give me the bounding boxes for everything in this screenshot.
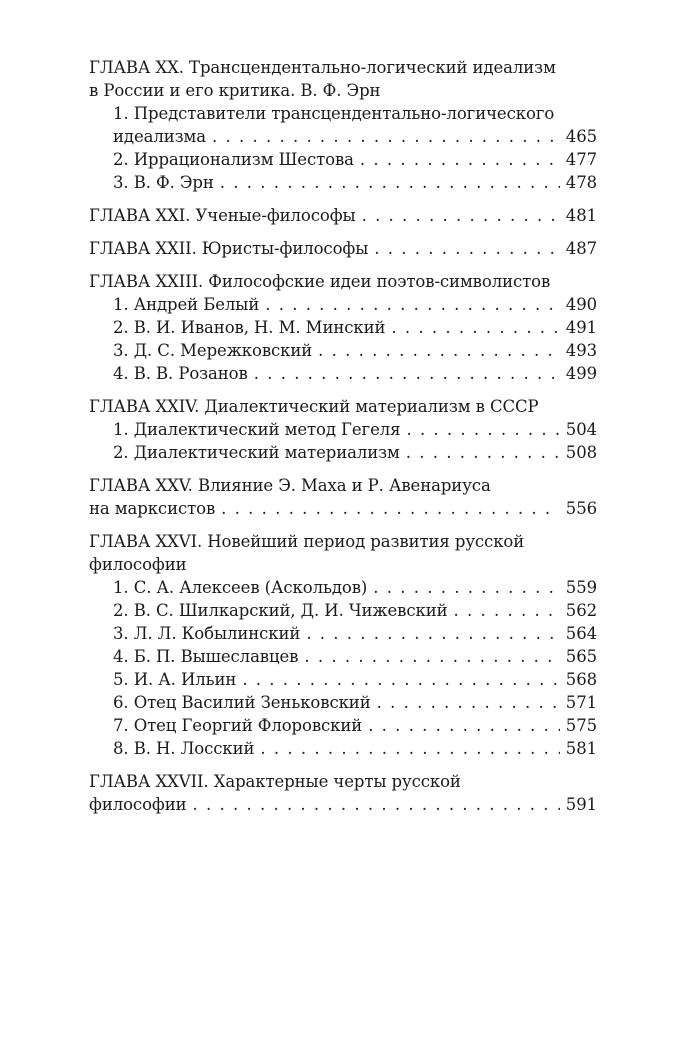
toc-chapter	[89, 237, 597, 260]
dot-leader	[242, 668, 559, 691]
chapter-title: философии	[89, 795, 187, 814]
section-title: 4. Б. П. Вышеславцев	[113, 647, 299, 666]
toc-chapter	[89, 204, 597, 227]
chapter-title-line	[89, 793, 597, 816]
dot-leader	[377, 691, 560, 714]
toc-chapter	[89, 270, 597, 385]
chapter-title: ГЛАВА XXV. Влияние Э. Маха и Р. Авенариуса	[89, 476, 491, 495]
page-number: 571	[565, 693, 597, 712]
toc-section	[89, 171, 597, 194]
chapter-title: философии	[89, 555, 187, 574]
toc-section	[89, 645, 597, 668]
section-title: идеализма	[113, 127, 207, 146]
toc-entry-line	[89, 599, 597, 622]
toc-entry-line	[89, 339, 597, 362]
toc-entry-line	[89, 645, 597, 668]
section-title: 1. С. А. Алексеев (Аскольдов)	[113, 578, 368, 597]
chapter-title-line	[89, 497, 597, 520]
dot-leader	[220, 171, 560, 194]
dot-leader	[368, 714, 560, 737]
chapter-title-line	[89, 79, 597, 102]
section-title: 3. В. Ф. Эрн	[113, 173, 214, 192]
toc-entry-line	[89, 102, 597, 125]
toc-entry-line	[89, 441, 597, 464]
page-number: 493	[565, 341, 597, 360]
toc-entry-line	[89, 668, 597, 691]
toc-entry-line	[89, 737, 597, 760]
page-number: 477	[565, 150, 597, 169]
table-of-contents	[89, 56, 597, 826]
toc-entry-line	[89, 125, 597, 148]
toc-entry-line	[89, 316, 597, 339]
toc-entry-line	[89, 691, 597, 714]
toc-section	[89, 418, 597, 441]
chapter-title: в России и его критика. В. Ф. Эрн	[89, 81, 381, 100]
toc-section	[89, 441, 597, 464]
section-title: 2. Иррационализм Шестова	[113, 150, 354, 169]
section-title: 2. В. С. Шилкарский, Д. И. Чижевский	[113, 601, 448, 620]
toc-section	[89, 293, 597, 316]
page-number: 565	[565, 647, 597, 666]
chapter-title-line	[89, 270, 597, 293]
toc-entry-line	[89, 418, 597, 441]
chapter-title: ГЛАВА XXII. Юристы-философы	[89, 239, 369, 258]
page-number: 559	[565, 578, 597, 597]
toc-entry-line	[89, 171, 597, 194]
toc-entry-line	[89, 362, 597, 385]
toc-section	[89, 362, 597, 385]
page-number: 481	[565, 206, 597, 225]
toc-section	[89, 339, 597, 362]
chapter-title-line	[89, 770, 597, 793]
chapter-title: ГЛАВА XX. Трансцендентально-логический идеализм	[89, 58, 556, 77]
dot-leader	[193, 793, 560, 816]
chapter-title-line	[89, 395, 597, 418]
section-title: 1. Диалектический метод Гегеля	[113, 420, 401, 439]
toc-chapter	[89, 530, 597, 760]
toc-section	[89, 668, 597, 691]
chapter-title: ГЛАВА XXIV. Диалектический материализм в СССР	[89, 397, 539, 416]
dot-leader	[306, 622, 559, 645]
page-number: 491	[565, 318, 597, 337]
dot-leader	[454, 599, 560, 622]
section-title: 3. Д. С. Мережковский	[113, 341, 313, 360]
toc-entry-line	[89, 148, 597, 171]
dot-leader	[260, 737, 559, 760]
page-number: 556	[565, 499, 597, 518]
toc-section	[89, 316, 597, 339]
section-title: 6. Отец Василий Зеньковский	[113, 693, 371, 712]
chapter-title: на марксистов	[89, 499, 216, 518]
page-number: 504	[565, 420, 597, 439]
chapter-title-line	[89, 474, 597, 497]
chapter-title-line	[89, 553, 597, 576]
dot-leader	[362, 204, 560, 227]
section-title: 2. В. И. Иванов, Н. М. Минский	[113, 318, 386, 337]
chapter-title-line	[89, 204, 597, 227]
toc-entry-line	[89, 293, 597, 316]
page-number: 499	[565, 364, 597, 383]
dot-leader	[391, 316, 559, 339]
section-title: 2. Диалектический материализм	[113, 443, 400, 462]
section-title: 1. Представители трансцендентально-логического	[113, 104, 555, 123]
toc-section	[89, 576, 597, 599]
page-number: 581	[565, 739, 597, 758]
dot-leader	[374, 237, 560, 260]
dot-leader	[304, 645, 559, 668]
section-title: 3. Л. Л. Кобылинский	[113, 624, 301, 643]
chapter-title-line	[89, 530, 597, 553]
dot-leader	[406, 441, 560, 464]
toc-chapter	[89, 770, 597, 816]
section-title: 5. И. А. Ильин	[113, 670, 237, 689]
section-title: 1. Андрей Белый	[113, 295, 260, 314]
chapter-title-line	[89, 237, 597, 260]
toc-entry-line	[89, 576, 597, 599]
section-title: 7. Отец Георгий Флоровский	[113, 716, 363, 735]
page-number: 575	[565, 716, 597, 735]
toc-section	[89, 102, 597, 148]
page-number: 591	[565, 795, 597, 814]
page-number: 562	[565, 601, 597, 620]
page-number: 487	[565, 239, 597, 258]
chapter-title: ГЛАВА XXI. Ученые-философы	[89, 206, 356, 225]
chapter-title: ГЛАВА XXIII. Философские идеи поэтов-символистов	[89, 272, 551, 291]
dot-leader	[254, 362, 560, 385]
dot-leader	[221, 497, 560, 520]
chapter-title-line	[89, 56, 597, 79]
chapter-title: ГЛАВА XXVI. Новейший период развития русской	[89, 532, 525, 551]
toc-chapter	[89, 56, 597, 194]
page-number: 478	[565, 173, 597, 192]
dot-leader	[360, 148, 560, 171]
toc-section	[89, 148, 597, 171]
dot-leader	[318, 339, 560, 362]
section-title: 4. В. В. Розанов	[113, 364, 248, 383]
dot-leader	[265, 293, 560, 316]
dot-leader	[406, 418, 559, 441]
page-number: 508	[565, 443, 597, 462]
toc-section	[89, 622, 597, 645]
chapter-title: ГЛАВА XXVII. Характерные черты русской	[89, 772, 461, 791]
dot-leader	[373, 576, 560, 599]
page-number: 490	[565, 295, 597, 314]
toc-chapter	[89, 474, 597, 520]
toc-chapter	[89, 395, 597, 464]
section-title: 8. В. Н. Лосский	[113, 739, 255, 758]
toc-entry-line	[89, 714, 597, 737]
toc-entry-line	[89, 622, 597, 645]
page-number: 568	[565, 670, 597, 689]
toc-section	[89, 737, 597, 760]
toc-section	[89, 691, 597, 714]
dot-leader	[212, 125, 560, 148]
page-number: 465	[565, 127, 597, 146]
toc-section	[89, 599, 597, 622]
page-number: 564	[565, 624, 597, 643]
toc-section	[89, 714, 597, 737]
